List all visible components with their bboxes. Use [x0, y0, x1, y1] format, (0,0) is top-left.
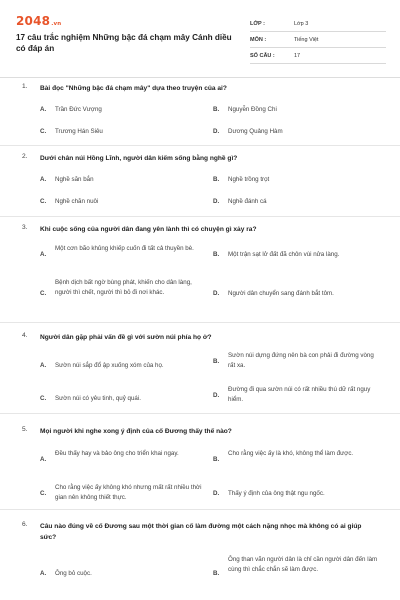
header-divider — [0, 77, 400, 78]
question-number: 3. — [22, 224, 28, 231]
question-number: 2. — [22, 153, 28, 160]
meta-row-subject — [250, 32, 386, 48]
header — [16, 14, 386, 78]
option-letter: A. — [40, 176, 47, 183]
option-letter: A. — [40, 362, 47, 369]
question-number: 6. — [22, 521, 28, 528]
header-left — [16, 14, 244, 78]
meta-label: SỐ CÂU : — [250, 52, 275, 59]
option-letter: B. — [213, 570, 220, 577]
option-letter: A. — [40, 251, 47, 258]
question-text: Người dân gặp phải vấn đề gì với sườn núi phía họ ở? — [40, 334, 212, 341]
site-logo[interactable] — [16, 14, 234, 30]
option-text: Một cơn bão khủng khiếp cuốn đi tất cả thuyền bè. — [55, 245, 194, 252]
option-text: Bệnh dịch bất ngờ bùng phát, khiến cho dân làng, người thì chết, người thì bỏ đi nơi khác. — [55, 279, 192, 296]
question-separator — [0, 322, 400, 323]
option-text: Nghề chăn nuôi — [55, 198, 99, 205]
meta-label: MÔN : — [250, 36, 267, 43]
meta-row-class — [250, 16, 386, 32]
option-letter: D. — [213, 198, 220, 205]
option-letter: A. — [40, 570, 47, 577]
option-text: Cho rằng việc ấy không khó nhưng mất rất nhiều thời gian nên không thiết thực. — [55, 484, 202, 501]
option-text: Trương Hán Siêu — [55, 128, 103, 135]
option-letter: C. — [40, 128, 47, 135]
question-number: 5. — [22, 426, 28, 433]
option-letter: B. — [213, 456, 220, 463]
meta-value: Lớp 3 — [294, 20, 309, 27]
option-letter: D. — [213, 490, 220, 497]
quiz-meta — [244, 14, 386, 78]
option-text: Ông than vãn người dân là chỉ cần người dân đến làm cùng thì chắc chắn sẽ làm được. — [228, 556, 378, 573]
question-text: Câu nào đúng về cố Đương sau một thời gian cố làm đường một cách nặng nhọc mà không có ai giúp sức? — [40, 523, 362, 541]
option-letter: C. — [40, 290, 47, 297]
option-text: Nghề đánh cá — [228, 198, 267, 205]
option-text: Sườn núi sắp đổ ập xuống xóm của họ. — [55, 362, 164, 369]
option-text: Một trận sạt lở đất đã chôn vùi nửa làng. — [228, 251, 340, 258]
quiz-title: 17 câu trắc nghiệm Những bậc đá chạm mây Cánh diều có đáp án — [16, 33, 232, 53]
question-text: Bài đọc "Những bậc đá chạm mây" dựa theo truyện của ai? — [40, 85, 227, 92]
option-text: Nghề săn bắn — [55, 176, 94, 183]
option-letter: B. — [213, 251, 220, 258]
option-text: Nghề trồng trọt — [228, 176, 270, 183]
option-letter: A. — [40, 106, 47, 113]
option-text: Người dân chuyển sang đánh bắt tôm. — [228, 290, 334, 297]
option-text: Dương Quảng Hàm — [228, 128, 283, 135]
logo-main: 2048 — [16, 14, 51, 28]
question-separator — [0, 509, 400, 510]
question-separator — [0, 413, 400, 414]
option-text: Ông bỏ cuộc. — [55, 570, 92, 577]
meta-value: Tiếng Việt — [294, 36, 319, 43]
meta-value: 17 — [294, 52, 301, 59]
question-text: Mọi người khi nghe xong ý định của cố Đương thấy thế nào? — [40, 428, 232, 435]
option-text: Thấy ý định của ông thật ngu ngốc. — [228, 490, 325, 497]
question-number: 4. — [22, 332, 28, 339]
option-letter: A. — [40, 456, 47, 463]
option-letter: C. — [40, 198, 47, 205]
meta-label: LỚP : — [250, 20, 265, 27]
question-text: Dưới chân núi Hồng Lĩnh, người dân kiếm sống bằng nghề gì? — [40, 155, 238, 162]
option-letter: D. — [213, 290, 220, 297]
option-letter: B. — [213, 106, 220, 113]
option-text: Đường đi qua sườn núi có rất nhiều thú dữ rất nguy hiểm. — [228, 386, 371, 403]
option-letter: C. — [40, 490, 47, 497]
option-text: Sườn núi có yêu tinh, quỷ quái. — [55, 395, 141, 402]
option-letter: D. — [213, 128, 220, 135]
question-text: Khi cuộc sống của người dân đang yên lành thì có chuyện gì xảy ra? — [40, 226, 257, 233]
option-text: Cho rằng việc ấy là khó, không thể làm được. — [228, 450, 354, 457]
option-text: Trần Đức Vượng — [55, 106, 102, 113]
option-text: Đều thấy hay và bảo ông cho triển khai ngay. — [55, 450, 179, 457]
option-letter: C. — [40, 395, 47, 402]
question-number: 1. — [22, 83, 28, 90]
option-letter: B. — [213, 358, 220, 365]
logo-tld: .vn — [51, 21, 62, 27]
option-text: Nguyễn Đồng Chi — [228, 106, 277, 113]
option-text: Sườn núi dựng đứng nên bà con phải đi đường vòng rất xa. — [228, 352, 374, 369]
meta-row-count — [250, 48, 386, 64]
option-letter: D. — [213, 392, 220, 399]
question-separator — [0, 216, 400, 217]
option-letter: B. — [213, 176, 220, 183]
question-separator — [0, 145, 400, 146]
